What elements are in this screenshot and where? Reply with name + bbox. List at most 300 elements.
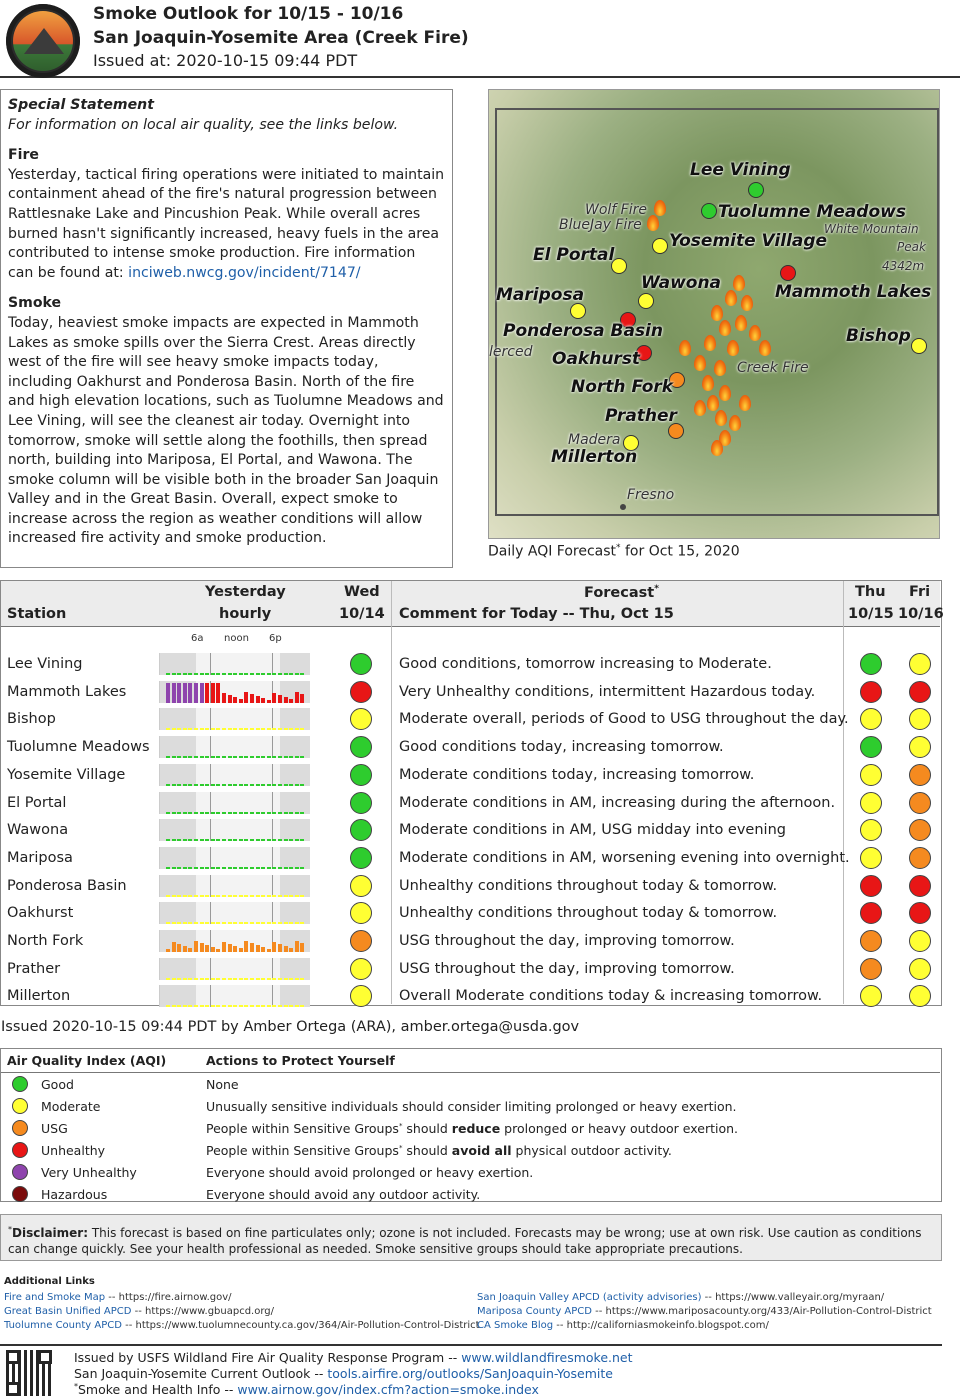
sparkline-bar <box>216 756 220 758</box>
hourly-sparkline <box>159 736 310 758</box>
sparkline-bar <box>284 673 288 675</box>
sparkline-bar <box>166 673 170 675</box>
sparkline-bar <box>267 949 271 952</box>
sparkline-bar <box>278 867 282 869</box>
sparkline-bar <box>200 756 204 758</box>
fri-aqi-dot <box>909 875 931 897</box>
station-name: Mammoth Lakes <box>7 683 127 700</box>
wildlandfiresmoke-link[interactable]: www.wildlandfiresmoke.net <box>461 1350 633 1365</box>
sparkline-bar <box>188 812 192 814</box>
sparkline-bar <box>284 946 288 952</box>
hourly-sparkline <box>159 681 310 703</box>
thu-aqi-dot <box>860 902 882 924</box>
sparkline-bar <box>250 673 254 675</box>
sparkline-bar <box>166 683 170 703</box>
legend-action: People within Sensitive Groups* should avoid all physical outdoor activity. <box>206 1143 672 1158</box>
sparkline-bar <box>256 945 260 952</box>
sparkline-bar <box>188 839 192 841</box>
sparkline-bar <box>228 695 232 703</box>
sparkline-bar <box>200 839 204 841</box>
legend-actions-header: Actions to Protect Yourself <box>206 1053 395 1068</box>
sparkline-bar <box>211 947 215 952</box>
sparkline-bar <box>216 728 220 730</box>
sparkline-bar <box>267 812 271 814</box>
sparkline-bar <box>289 922 293 924</box>
wed-aqi-dot <box>350 930 372 952</box>
forecast-comment: Good conditions, tomorrow increasing to Moderate. <box>399 656 772 672</box>
sparkline-bar <box>166 812 170 814</box>
sparkline-bar <box>205 673 209 675</box>
sparkline-bar <box>300 943 304 952</box>
link-mariposa-apcd[interactable]: Mariposa County APCD -- https://www.mariposacounty.org/433/Air-Pollution-Control-District <box>477 1306 932 1317</box>
sparkline-bar <box>172 895 176 897</box>
sparkline-bar <box>239 839 243 841</box>
sparkline-bar <box>233 728 237 730</box>
hourly-sparkline <box>159 902 310 924</box>
hourly-sparkline <box>159 985 310 1007</box>
sparkline-bar <box>278 1005 282 1007</box>
sparkline-bar <box>244 692 248 703</box>
hourly-sparkline <box>159 708 310 730</box>
sparkline-bar <box>261 698 265 703</box>
sparkline-bar <box>205 922 209 924</box>
sparkline-bar <box>295 728 299 730</box>
sparkline-bar <box>289 978 293 980</box>
sparkline-bar <box>194 922 198 924</box>
table-row <box>1 734 940 762</box>
forecast-comment: Moderate conditions today, increasing tomorrow. <box>399 766 755 783</box>
sparkline-bar <box>272 867 276 869</box>
sparkline-bar <box>272 942 276 952</box>
sparkline-bar <box>284 978 288 980</box>
sparkline-bar <box>183 978 187 980</box>
sparkline-bar <box>188 683 192 703</box>
sparkline-bar <box>211 922 215 924</box>
sparkline-bar <box>278 922 282 924</box>
sparkline-bar <box>166 728 170 730</box>
forecast-comment: Moderate conditions in AM, worsening evening into overnight. <box>399 849 850 866</box>
sparkline-bar <box>256 812 260 814</box>
sparkline-bar <box>200 1005 204 1007</box>
sparkline-bar <box>194 673 198 675</box>
wed-aqi-dot <box>350 902 372 924</box>
sparkline-bar <box>177 839 181 841</box>
sparkline-bar <box>166 756 170 758</box>
sparkline-bar <box>222 978 226 980</box>
sparkline-bar <box>183 784 187 786</box>
station-name: Oakhurst <box>7 905 74 922</box>
sparkline-bar <box>244 728 248 730</box>
sparkline-bar <box>200 728 204 730</box>
sparkline-bar <box>205 895 209 897</box>
sparkline-bar <box>295 839 299 841</box>
sparkline-bar <box>233 1005 237 1007</box>
sparkline-bar <box>295 756 299 758</box>
sparkline-bar <box>289 673 293 675</box>
wed-aqi-dot <box>350 736 372 758</box>
fri-aqi-dot <box>909 847 931 869</box>
sparkline-bar <box>233 978 237 980</box>
sparkline-bar <box>233 922 237 924</box>
sparkline-bar <box>205 756 209 758</box>
sparkline-bar <box>239 922 243 924</box>
sparkline-bar <box>166 1005 170 1007</box>
sparkline-bar <box>284 922 288 924</box>
sparkline-bar <box>295 812 299 814</box>
sparkline-bar <box>289 948 293 952</box>
hourly-sparkline <box>159 847 310 869</box>
sparkline-bar <box>272 1005 276 1007</box>
sparkline-bar <box>183 812 187 814</box>
qr-code-icon[interactable] <box>6 1350 52 1396</box>
hourly-sparkline <box>159 764 310 786</box>
sparkline-bar <box>295 978 299 980</box>
sparkline-bar <box>172 784 176 786</box>
table-row <box>1 956 940 984</box>
sparkline-bar <box>200 895 204 897</box>
sparkline-bar <box>211 839 215 841</box>
sparkline-bar <box>256 922 260 924</box>
sparkline-bar <box>261 756 265 758</box>
forecast-comment: Moderate conditions in AM, increasing during the afternoon. <box>399 794 836 811</box>
forecast-comment: Very Unhealthy conditions, intermittent Hazardous today. <box>399 683 816 700</box>
sparkline-bar <box>239 978 243 980</box>
sparkline-bar <box>267 1005 271 1007</box>
outlook-link[interactable]: tools.airfire.org/outlooks/SanJoaquin-Yosemite <box>327 1366 613 1381</box>
table-row <box>1 817 940 845</box>
link-sjv-apcd[interactable]: San Joaquin Valley APCD (activity advisories) -- https://www.valleyair.org/myraan/ <box>477 1292 885 1303</box>
link-ca-smoke-blog[interactable]: CA Smoke Blog -- http://californiasmokeinfo.blogspot.com/ <box>477 1320 769 1331</box>
special-statement-text: For information on local air quality, see the links below. <box>8 116 399 133</box>
sparkline-bar <box>278 756 282 758</box>
sparkline-bar <box>200 922 204 924</box>
forecast-table-header: Station Yesterday hourly Wed 10/14 Forecast* Comment for Today -- Thu, Oct 15 Thu 10/15 Fri 10/16 <box>1 581 940 627</box>
sparkline-bar <box>188 1005 192 1007</box>
sparkline-bar <box>177 978 181 980</box>
sparkline-bar <box>177 784 181 786</box>
aqi-color-dot <box>12 1164 28 1180</box>
sparkline-bar <box>278 673 282 675</box>
sparkline-bar <box>233 697 237 703</box>
thu-aqi-dot <box>860 736 882 758</box>
sparkline-bar <box>289 839 293 841</box>
link-fire-smoke-map[interactable]: Fire and Smoke Map -- https://fire.airnow.gov/ <box>4 1292 232 1303</box>
sparkline-bar <box>267 895 271 897</box>
sparkline-bar <box>166 867 170 869</box>
forecast-comment: USG throughout the day, improving tomorrow. <box>399 933 735 949</box>
airnow-link[interactable]: www.airnow.gov/index.cfm?action=smoke.index <box>237 1382 539 1398</box>
sparkline-bar <box>194 683 198 703</box>
sparkline-bar <box>211 1005 215 1007</box>
special-statement-title: Special Statement <box>8 97 154 113</box>
sparkline-bar <box>272 922 276 924</box>
sparkline-bar <box>239 1005 243 1007</box>
sparkline-bar <box>222 784 226 786</box>
sparkline-bar <box>278 812 282 814</box>
page-footer <box>0 1344 942 1400</box>
forecast-comment: Moderate overall, periods of Good to USG throughout the day. <box>399 711 849 728</box>
sparkline-bar <box>244 839 248 841</box>
sparkline-bar <box>188 673 192 675</box>
sparkline-bar <box>200 683 204 703</box>
sparkline-bar <box>228 728 232 730</box>
legend-action: Unusually sensitive individuals should consider limiting prolonged or heavy exertion. <box>206 1099 737 1114</box>
fri-aqi-dot <box>909 930 931 952</box>
sparkline-bar <box>172 812 176 814</box>
thu-aqi-dot <box>860 792 882 814</box>
thu-aqi-dot <box>860 930 882 952</box>
sparkline-bar <box>183 756 187 758</box>
table-row <box>1 706 940 734</box>
sparkline-bar <box>295 922 299 924</box>
sparkline-bar <box>205 1005 209 1007</box>
sparkline-bar <box>200 784 204 786</box>
sparkline-bar <box>289 1005 293 1007</box>
link-gbuapcd[interactable]: Great Basin Unified APCD -- https://www.gbuapcd.org/ <box>4 1306 275 1317</box>
legend-action: Everyone should avoid prolonged or heavy exertion. <box>206 1165 534 1180</box>
sparkline-bar <box>172 728 176 730</box>
station-name: Tuolumne Meadows <box>7 739 150 756</box>
sparkline-bar <box>300 867 304 869</box>
sparkline-bar <box>216 1005 220 1007</box>
table-row <box>1 900 940 928</box>
forecast-comment: Moderate conditions in AM, USG midday into evening <box>399 822 786 839</box>
sparkline-bar <box>205 839 209 841</box>
sparkline-bar <box>284 812 288 814</box>
sparkline-bar <box>216 867 220 869</box>
sparkline-bar <box>284 839 288 841</box>
wed-aqi-dot <box>350 681 372 703</box>
sparkline-bar <box>256 867 260 869</box>
sparkline-bar <box>177 683 181 703</box>
sparkline-bar <box>216 784 220 786</box>
station-name: Wawona <box>7 822 69 839</box>
sparkline-bar <box>216 812 220 814</box>
sparkline-bar <box>177 728 181 730</box>
sparkline-bar <box>250 812 254 814</box>
sparkline-bar <box>272 784 276 786</box>
sparkline-bar <box>284 1005 288 1007</box>
fri-aqi-dot <box>909 792 931 814</box>
sparkline-bar <box>256 1005 260 1007</box>
station-name: North Fork <box>7 933 84 949</box>
sparkline-bar <box>228 839 232 841</box>
aqi-level-name: Very Unhealthy <box>41 1165 137 1180</box>
wed-aqi-dot <box>350 653 372 675</box>
aqi-level-name: Unhealthy <box>41 1143 106 1158</box>
forecast-comment: Overall Moderate conditions today & increasing tomorrow. <box>399 988 823 1005</box>
sparkline-bar <box>233 784 237 786</box>
fri-aqi-dot <box>909 819 931 841</box>
sparkline-bar <box>261 1005 265 1007</box>
sparkline-bar <box>256 673 260 675</box>
wed-aqi-dot <box>350 764 372 786</box>
sparkline-bar <box>272 895 276 897</box>
page-subtitle: San Joaquin-Yosemite Area (Creek Fire) <box>93 28 469 48</box>
sparkline-bar <box>289 699 293 703</box>
sparkline-bar <box>272 839 276 841</box>
sparkline-bar <box>194 756 198 758</box>
sparkline-bar <box>216 978 220 980</box>
sparkline-bar <box>200 867 204 869</box>
sparkline-bar <box>300 839 304 841</box>
sparkline-bar <box>194 784 198 786</box>
sparkline-bar <box>233 756 237 758</box>
sparkline-bar <box>177 673 181 675</box>
sparkline-bar <box>250 943 254 952</box>
sparkline-bar <box>300 728 304 730</box>
sparkline-bar <box>188 867 192 869</box>
wed-aqi-dot <box>350 985 372 1007</box>
sparkline-bar <box>267 978 271 980</box>
sparkline-bar <box>289 895 293 897</box>
table-row <box>1 651 940 679</box>
sparkline-bar <box>216 949 220 952</box>
sparkline-bar <box>194 867 198 869</box>
sparkline-bar <box>256 895 260 897</box>
footer-line-1: Issued by USFS Wildland Fire Air Quality Response Program -- www.wildlandfiresmoke.net <box>74 1350 633 1365</box>
sparkline-bar <box>295 1005 299 1007</box>
sparkline-bar <box>250 784 254 786</box>
sparkline-bar <box>205 683 209 703</box>
station-name: El Portal <box>7 794 67 811</box>
sparkline-bar <box>166 784 170 786</box>
sparkline-bar <box>256 756 260 758</box>
sparkline-bar <box>289 812 293 814</box>
aqi-level-name: Good <box>41 1077 74 1092</box>
sparkline-bar <box>300 1005 304 1007</box>
sparkline-bar <box>278 978 282 980</box>
sparkline-bar <box>211 812 215 814</box>
aqi-color-dot <box>12 1120 28 1136</box>
sparkline-bar <box>250 728 254 730</box>
sparkline-bar <box>239 699 243 703</box>
page-title: Smoke Outlook for 10/15 - 10/16 <box>93 4 404 24</box>
sparkline-bar <box>267 756 271 758</box>
sparkline-bar <box>172 673 176 675</box>
sparkline-bar <box>205 945 209 952</box>
sparkline-bar <box>228 784 232 786</box>
sparkline-bar <box>239 784 243 786</box>
sparkline-bar <box>172 1005 176 1007</box>
thu-aqi-dot <box>860 875 882 897</box>
sparkline-bar <box>295 867 299 869</box>
issued-timestamp: Issued at: 2020-10-15 09:44 PDT <box>93 51 358 70</box>
sparkline-bar <box>222 812 226 814</box>
sparkline-bar <box>228 812 232 814</box>
table-row <box>1 845 940 873</box>
thu-aqi-dot <box>860 764 882 786</box>
thu-aqi-dot <box>860 847 882 869</box>
sparkline-bar <box>295 895 299 897</box>
sparkline-bar <box>183 895 187 897</box>
sparkline-bar <box>172 978 176 980</box>
thu-aqi-dot <box>860 681 882 703</box>
sparkline-bar <box>228 756 232 758</box>
sparkline-bar <box>239 895 243 897</box>
sparkline-bar <box>284 867 288 869</box>
sparkline-bar <box>222 728 226 730</box>
sparkline-bar <box>222 867 226 869</box>
aqi-color-dot <box>12 1076 28 1092</box>
sparkline-bar <box>239 867 243 869</box>
sparkline-bar <box>267 784 271 786</box>
hourly-sparkline <box>159 653 310 675</box>
footer-line-3: *Smoke and Health Info -- www.airnow.gov/index.cfm?action=smoke.index <box>74 1382 539 1398</box>
sparkline-bar <box>188 784 192 786</box>
sparkline-bar <box>222 756 226 758</box>
sparkline-bar <box>183 673 187 675</box>
sparkline-bar <box>233 867 237 869</box>
forecast-comment: Good conditions today, increasing tomorrow. <box>399 739 724 756</box>
sparkline-bar <box>205 978 209 980</box>
legend-aqi-header: Air Quality Index (AQI) <box>7 1053 167 1068</box>
sparkline-bar <box>205 728 209 730</box>
sparkline-bar <box>205 867 209 869</box>
sparkline-bar <box>250 756 254 758</box>
sparkline-bar <box>228 944 232 952</box>
thu-aqi-dot <box>860 708 882 730</box>
sparkline-bar <box>278 695 282 703</box>
table-row <box>1 873 940 901</box>
table-row <box>1 928 940 956</box>
sparkline-bar <box>194 839 198 841</box>
sparkline-bar <box>222 922 226 924</box>
sparkline-bar <box>228 867 232 869</box>
sparkline-bar <box>300 922 304 924</box>
sparkline-bar <box>194 1005 198 1007</box>
sparkline-bar <box>256 696 260 703</box>
sparkline-bar <box>233 946 237 952</box>
sparkline-bar <box>278 895 282 897</box>
sparkline-bar <box>228 1005 232 1007</box>
fri-aqi-dot <box>909 653 931 675</box>
sparkline-bar <box>177 867 181 869</box>
sparkline-bar <box>261 673 265 675</box>
inciweb-link[interactable]: inciweb.nwcg.gov/incident/7147/ <box>128 264 361 281</box>
sparkline-bar <box>256 839 260 841</box>
hourly-sparkline <box>159 792 310 814</box>
wed-aqi-dot <box>350 819 372 841</box>
sparkline-bar <box>244 922 248 924</box>
sparkline-bar <box>267 922 271 924</box>
wed-aqi-dot <box>350 847 372 869</box>
sparkline-bar <box>278 839 282 841</box>
aqi-color-dot <box>12 1098 28 1114</box>
legend-row <box>1 1139 940 1161</box>
fri-aqi-dot <box>909 708 931 730</box>
sparkline-bar <box>250 978 254 980</box>
sparkline-bar <box>166 922 170 924</box>
sparkline-bar <box>222 693 226 703</box>
sparkline-bar <box>222 895 226 897</box>
sparkline-bar <box>284 697 288 703</box>
sparkline-bar <box>216 683 220 703</box>
sparkline-bar <box>211 784 215 786</box>
link-tuolumne-apcd[interactable]: Tuolumne County APCD -- https://www.tuolumnecounty.ca.gov/364/Air-Pollution-Control-District <box>4 1320 480 1331</box>
fri-aqi-dot <box>909 985 931 1007</box>
sparkline-bar <box>256 728 260 730</box>
sparkline-bar <box>284 895 288 897</box>
legend-row <box>1 1161 940 1183</box>
sparkline-bar <box>250 922 254 924</box>
table-row <box>1 679 940 707</box>
sparkline-bar <box>188 728 192 730</box>
sparkline-bar <box>261 978 265 980</box>
aqi-color-dot <box>12 1142 28 1158</box>
sparkline-bar <box>272 728 276 730</box>
sparkline-bar <box>244 978 248 980</box>
